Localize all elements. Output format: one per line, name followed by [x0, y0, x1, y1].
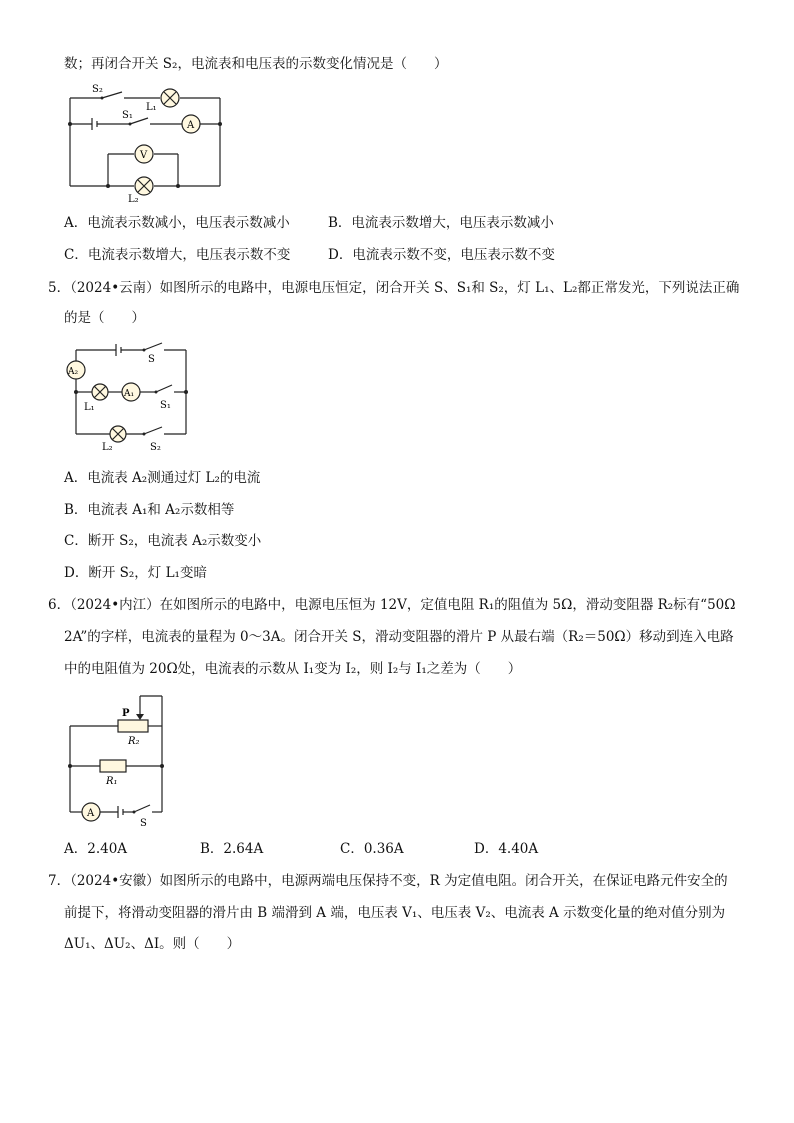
q7-stem-line3: ΔU₁、ΔU₂、ΔI。则（ ）	[64, 936, 241, 952]
svg-text:L₁: L₁	[84, 402, 95, 413]
q6-option-a: A．2.40A	[64, 841, 128, 857]
q5-stem-line1: 5．（2024•云南）如图所示的电路中，电源电压恒定，闭合开关 S、S₁和 S₂，灯 L₁、L₂都正常发光，下列说法正确	[48, 280, 740, 296]
rheostat-r2-icon	[118, 720, 148, 732]
svg-text:L₂: L₂	[128, 194, 139, 205]
q6-stem-line2: 2A”的字样，电流表的量程为 0～3A。闭合开关 S，滑动变阻器的滑片 P 从最右端（R₂＝50Ω）移动到连入电路	[64, 629, 734, 645]
svg-text:A: A	[187, 120, 195, 131]
q4-stem: 数；再闭合开关 S₂，电流表和电压表的示数变化情况是（ ）	[64, 56, 448, 72]
svg-text:P: P	[122, 708, 130, 719]
q6-option-b: B．2.64A	[200, 841, 264, 857]
q4-option-d: D．电流表示数不变，电压表示数不变	[328, 247, 555, 263]
q5-option-c: C．断开 S₂，电流表 A₂示数变小	[64, 533, 262, 549]
svg-text:A₁: A₁	[124, 389, 135, 399]
svg-text:L₁: L₁	[146, 102, 157, 113]
q4-option-a: A．电流表示数减小，电压表示数减小	[64, 215, 290, 231]
q6-circuit-diagram	[64, 692, 184, 829]
q4-option-b: B．电流表示数增大，电压表示数减小	[328, 215, 554, 231]
svg-text:S₁: S₁	[160, 400, 171, 411]
q5-option-a: A．电流表 A₂测通过灯 L₂的电流	[64, 470, 261, 486]
q6-stem-line3: 中的电阻值为 20Ω处，电流表的示数从 I₁变为 I₂，则 I₂与 I₁之差为（ ）	[64, 661, 522, 677]
q6-option-c: C．0.36A	[340, 841, 404, 857]
q6-option-d: D．4.40A	[474, 841, 539, 857]
q5-stem-line2: 的是（ ）	[64, 310, 145, 326]
q5-circuit-diagram	[64, 338, 204, 453]
q5-option-d: D．断开 S₂，灯 L₁变暗	[64, 565, 207, 581]
svg-text:S: S	[140, 818, 147, 829]
svg-text:L₂: L₂	[102, 442, 113, 453]
svg-text:V: V	[140, 150, 148, 161]
q7-stem-line2: 前提下，将滑动变阻器的滑片由 B 端滑到 A 端，电压表 V₁、电压表 V₂、电流表 A 示数变化量的绝对值分别为	[64, 905, 726, 921]
svg-text:R₂: R₂	[128, 736, 140, 747]
svg-text:S₂: S₂	[92, 84, 103, 95]
q5-option-b: B．电流表 A₁和 A₂示数相等	[64, 502, 235, 518]
svg-text:S: S	[148, 354, 155, 365]
q4-option-c: C．电流表示数增大，电压表示数不变	[64, 247, 291, 263]
svg-text:A₂: A₂	[68, 367, 79, 377]
q4-circuit-diagram	[64, 82, 244, 205]
svg-text:R₁: R₁	[106, 776, 118, 787]
resistor-r1-icon	[100, 760, 126, 772]
svg-text:S₂: S₂	[150, 442, 161, 453]
svg-text:S₁: S₁	[122, 110, 133, 121]
q7-stem-line1: 7．（2024•安徽）如图所示的电路中，电源两端电压保持不变，R 为定值电阻。闭合开关，在保证电路元件安全的	[48, 873, 728, 889]
svg-text:A: A	[87, 808, 95, 819]
q6-stem-line1: 6．（2024•内江）在如图所示的电路中，电源电压恒为 12V，定值电阻 R₁的阻值为 5Ω，滑动变阻器 R₂标有“50Ω	[48, 597, 736, 613]
